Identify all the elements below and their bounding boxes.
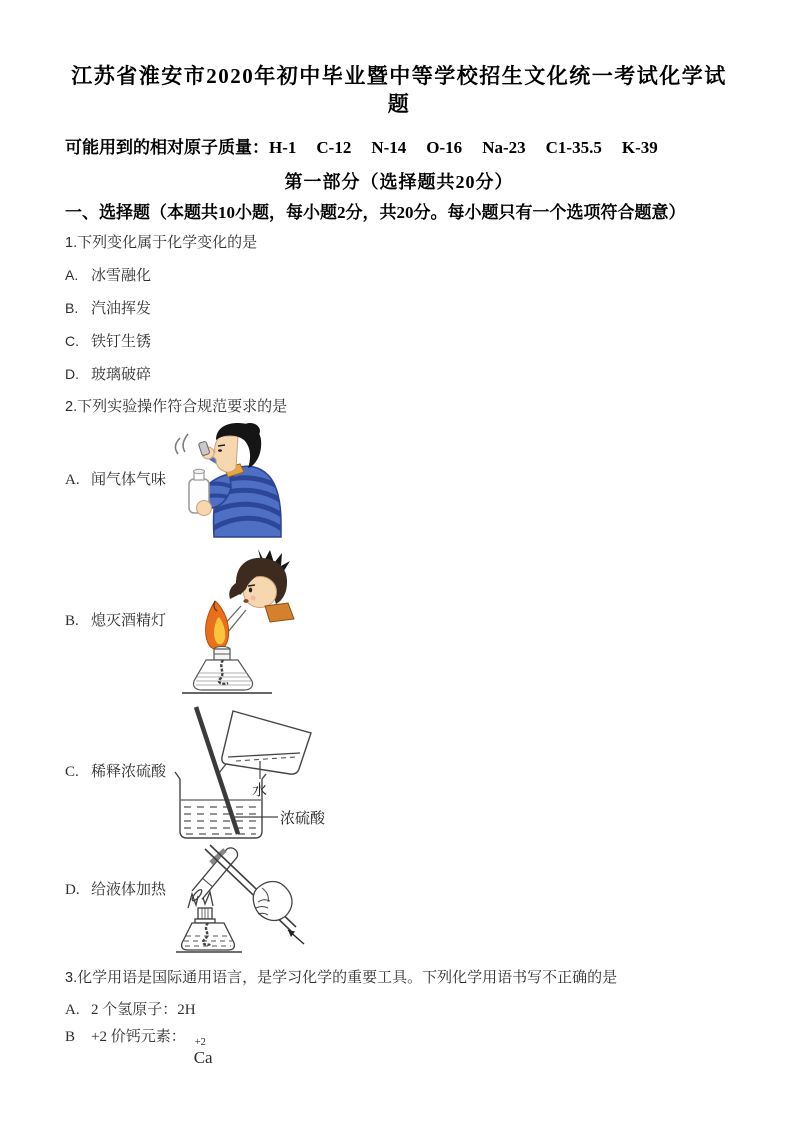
collar — [265, 603, 294, 622]
atomic-masses-line — [65, 136, 733, 159]
acid-label: 浓硫酸 — [280, 811, 326, 827]
page-title: 江苏省淮安市2020年初中毕业暨中等学校招生文化统一考试化学试题 — [71, 64, 727, 116]
option-text: 玻璃破碎 — [91, 367, 152, 383]
sniffing-gas-illustration-icon — [160, 422, 285, 539]
option-letter: A. — [65, 1002, 80, 1018]
option-a-label — [65, 470, 167, 491]
option-text: 2 个氢原子：2H — [91, 1002, 196, 1018]
option-text: 闻气体气味 — [91, 472, 167, 488]
option-text: +2 价钙元素： — [91, 1029, 186, 1045]
atomic-mass-Na: Na-23 — [482, 138, 526, 157]
option-letter: D. — [65, 366, 79, 382]
question-2-number: 2. — [65, 399, 78, 415]
question-1-option-c — [65, 331, 733, 353]
option-text: 稀释浓硫酸 — [91, 763, 167, 780]
question-1-text: 下列变化属于化学变化的是 — [77, 235, 258, 251]
question-2-option-c — [65, 705, 733, 839]
dilute-acid-illustration-icon — [172, 705, 347, 839]
boy-face — [212, 436, 238, 472]
multiple-choice-instructions: 一、选择题（本题共10小题，每小题2分，共20分。每小题只有一个选项符合题意） — [65, 203, 686, 222]
question-1-option-a — [65, 265, 733, 287]
question-2-stem — [65, 397, 733, 418]
question-2-text: 下列实验操作符合规范要求的是 — [77, 399, 288, 415]
question-3-text: 化学用语是国际通用语言，是学习化学的重要工具。下列化学用语书写不正确的是 — [77, 970, 618, 986]
question-1-number: 1. — [65, 235, 78, 251]
option-c-label — [65, 762, 167, 783]
valence-formula — [194, 1038, 213, 1066]
valence-superscript: +2 — [194, 1037, 206, 1048]
question-1-stem — [65, 233, 733, 254]
option-letter: C. — [65, 763, 79, 780]
part-one-heading: 第一部分（选择题共20分） — [284, 172, 514, 192]
option-text: 给液体加热 — [91, 882, 167, 898]
bottle-stopper — [198, 441, 210, 456]
option-letter: C. — [65, 333, 79, 349]
element-symbol: Ca — [193, 1047, 213, 1067]
option-text: 铁钉生锈 — [91, 334, 152, 350]
question-3-stem — [65, 968, 733, 989]
atomic-mass-O: O-16 — [426, 138, 463, 157]
pouring-beaker — [222, 711, 311, 774]
option-letter: A. — [65, 472, 80, 488]
option-text: 汽油挥发 — [91, 301, 152, 317]
heating-liquid-illustration-icon — [142, 844, 322, 966]
waft-line — [175, 438, 180, 454]
blow-out-lamp-illustration-icon — [168, 549, 298, 694]
atomic-masses-label: 可能用到的相对原子质量： — [65, 138, 269, 157]
option-letter: B. — [65, 613, 79, 629]
option-letter: D. — [65, 882, 80, 898]
atomic-mass-N: N-14 — [371, 138, 407, 157]
option-b-label — [65, 611, 167, 632]
question-2-option-a — [65, 422, 733, 539]
atomic-mass-C: C-12 — [316, 138, 352, 157]
question-1-option-b — [65, 298, 733, 320]
option-letter: B — [65, 1029, 76, 1045]
waft-line — [183, 434, 188, 452]
question-2-option-d — [65, 844, 733, 966]
atomic-mass-H: H-1 — [269, 138, 297, 157]
option-text: 冰雪融化 — [91, 268, 152, 284]
atomic-mass-K: K-39 — [621, 138, 658, 157]
question-3-option-b — [65, 1027, 733, 1066]
question-3-option-a — [65, 1000, 733, 1021]
option-letter: A. — [65, 267, 79, 283]
question-2-option-b — [65, 549, 733, 694]
water-label: 水 — [252, 783, 268, 799]
option-letter: B. — [65, 300, 79, 316]
atomic-mass-Cl: C1-35.5 — [545, 138, 602, 157]
option-text: 熄灭酒精灯 — [91, 613, 167, 629]
blow-line — [228, 610, 246, 632]
question-1-option-d — [65, 364, 733, 386]
question-3-number: 3. — [65, 970, 78, 986]
